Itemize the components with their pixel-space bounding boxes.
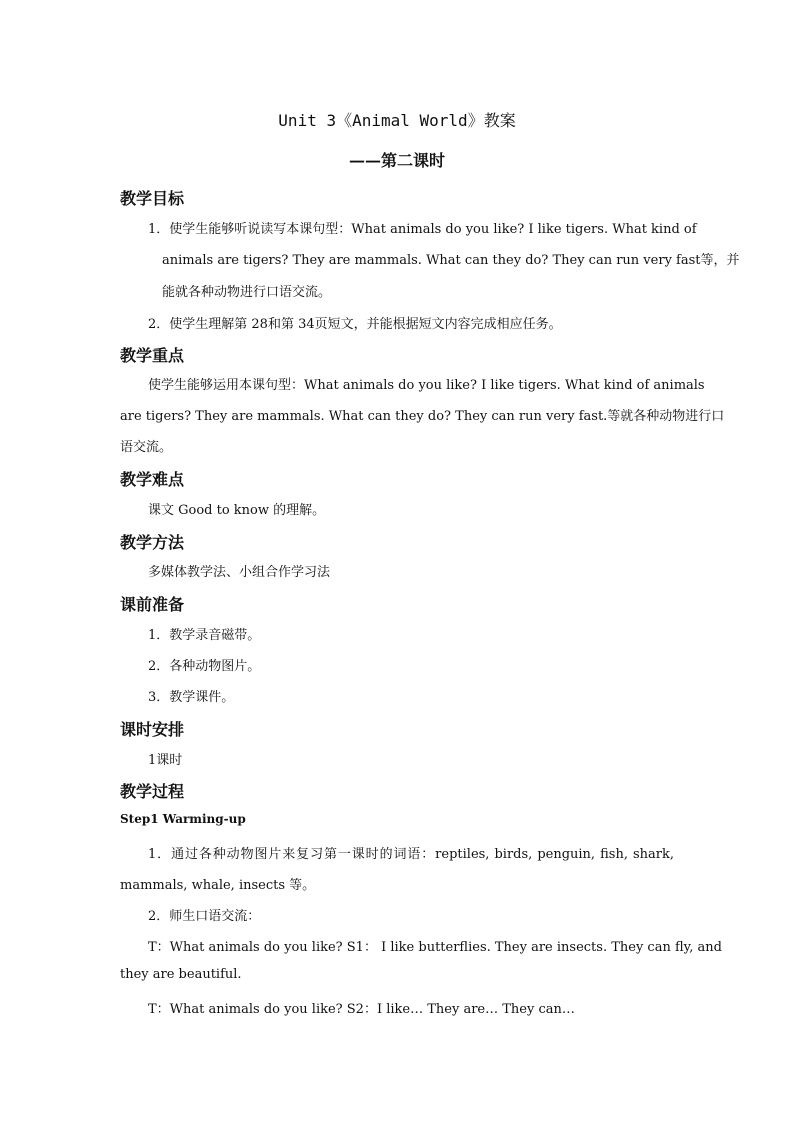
objective-1-line-2: animals are tigers? They are mammals. What can they do? They can run very fast等，并 — [162, 253, 740, 268]
methods-text: 多媒体教学法、小组合作学习法 — [148, 565, 331, 580]
key-points-line-3: 语交流。 — [120, 440, 173, 455]
heading-key-points: 教学重点 — [120, 346, 185, 365]
heading-process: 教学过程 — [120, 782, 185, 801]
objective-1-line-3: 能就各种动物进行口语交流。 — [162, 285, 332, 300]
heading-difficulties: 教学难点 — [120, 470, 185, 489]
page-title: Unit 3《Animal World》教案 — [278, 111, 516, 130]
heading-methods: 教学方法 — [120, 533, 185, 552]
process-p1-line-1: 1．通过各种动物图片来复习第一课时的词语：reptiles, birds, penguin, fish, shark, — [148, 847, 674, 862]
key-points-line-2: are tigers? They are mammals. What can they do? They can run very fast.等就各种动物进行口 — [120, 409, 725, 424]
step1-title: Step1 Warming-up — [120, 812, 246, 826]
process-p2: 2．师生口语交流： — [148, 909, 261, 924]
dialog-1-line-2: they are beautiful. — [120, 967, 242, 982]
preparation-item: 3．教学课件。 — [148, 690, 235, 705]
heading-objectives: 教学目标 — [120, 189, 185, 208]
dialog-1-line-1: T：What animals do you like? S1： I like butterflies. They are insects. They can fly, and — [148, 940, 722, 955]
dialog-2: T：What animals do you like? S2：I like… They are… They can… — [148, 1002, 575, 1017]
heading-schedule: 课时安排 — [120, 720, 185, 739]
schedule-text: 1课时 — [148, 753, 183, 768]
page-subtitle: ——第二课时 — [348, 151, 445, 170]
objective-2: 2．使学生理解第 28和第 34页短文，并能根据短文内容完成相应任务。 — [148, 317, 562, 332]
difficulties-text: 课文 Good to know 的理解。 — [148, 503, 326, 518]
key-points-line-1: 使学生能够运用本课句型：What animals do you like? I like tigers. What kind of animals — [148, 378, 705, 393]
preparation-item: 2．各种动物图片。 — [148, 659, 261, 674]
objective-1-line-1: 1．使学生能够听说读写本课句型：What animals do you like? I like tigers. What kind of — [148, 222, 697, 237]
preparation-item: 1．教学录音磁带。 — [148, 628, 261, 643]
heading-preparation: 课前准备 — [120, 595, 185, 614]
process-p1-line-2: mammals, whale, insects 等。 — [120, 878, 316, 893]
